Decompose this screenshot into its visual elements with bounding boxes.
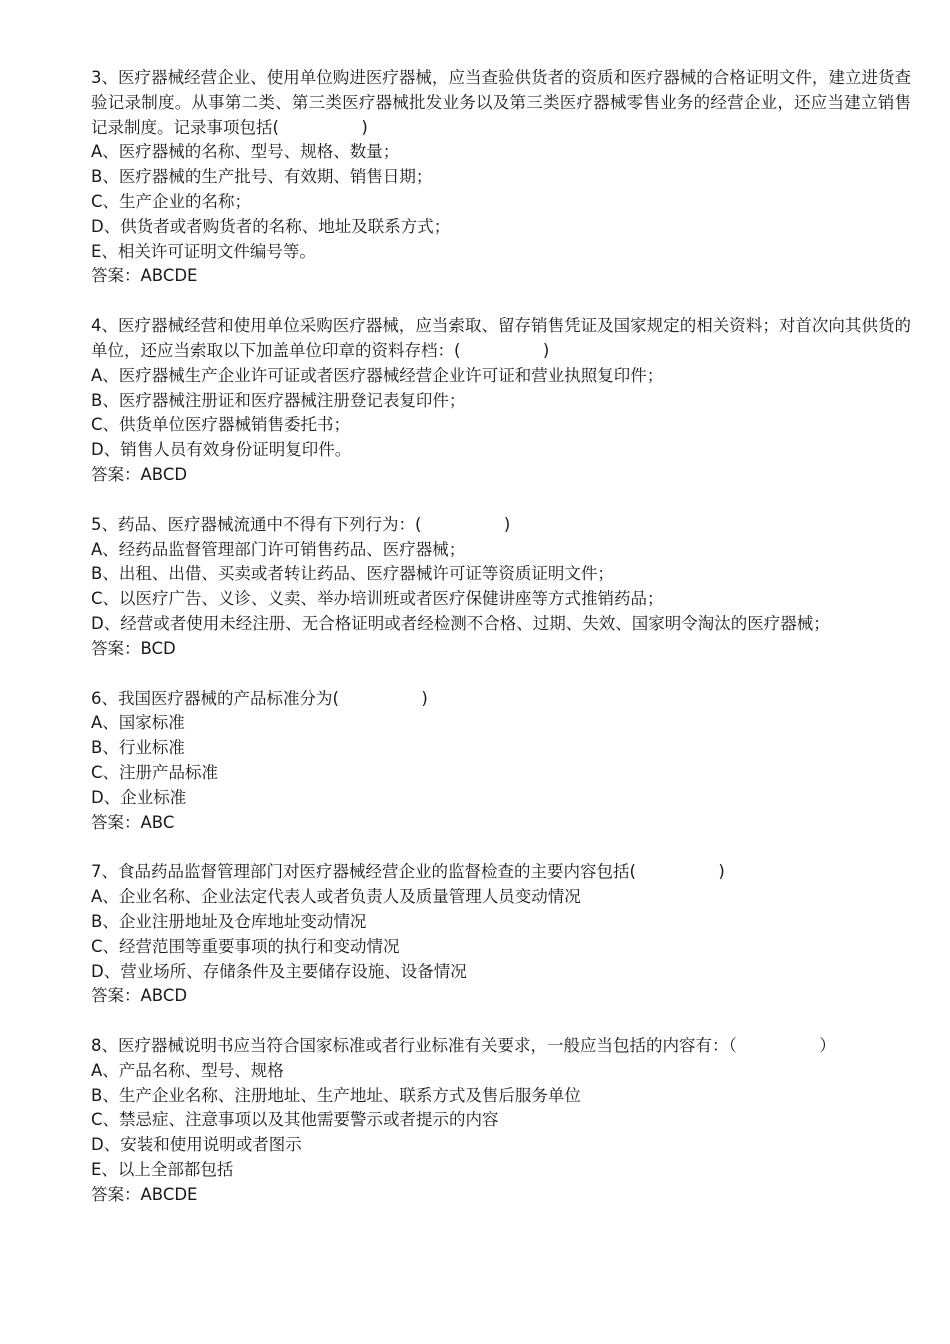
- question-7: [91, 860, 911, 1009]
- option-c: C、供货单位医疗器械销售委托书；: [91, 415, 351, 435]
- answer-text: 答案：BCD: [91, 638, 176, 658]
- answer-text: 答案：ABCD: [91, 986, 188, 1006]
- option-b: B、医疗器械注册证和医疗器械注册登记表复印件；: [91, 390, 466, 410]
- question-stem: 3、医疗器械经营企业、使用单位购进医疗器械，应当查验供货者的资质和医疗器械的合格证明文件，建立进货查验记录制度。从事第二类、第三类医疗器械批发业务以及第三类医疗器械零售业务的经营企业，还应当建立销售记录制度。记录事项包括( ): [91, 68, 911, 137]
- question-5: [91, 513, 911, 662]
- option-d: D、供货者或者购货者的名称、地址及联系方式；: [91, 216, 451, 236]
- answer-text: 答案：ABC: [91, 812, 175, 832]
- option-b: B、行业标准: [91, 738, 185, 758]
- option-c: C、以医疗广告、义诊、义卖、举办培训班或者医疗保健讲座等方式推销药品；: [91, 589, 664, 609]
- option-c: C、注册产品标准: [91, 762, 219, 782]
- option-c: C、经营范围等重要事项的执行和变动情况: [91, 936, 400, 956]
- option-b: B、医疗器械的生产批号、有效期、销售日期；: [91, 167, 433, 187]
- question-8: [91, 1034, 911, 1208]
- document-page: [91, 66, 911, 1233]
- question-4: [91, 314, 911, 488]
- option-e: E、相关许可证明文件编号等。: [91, 241, 316, 261]
- option-a: A、企业名称、企业法定代表人或者负责人及质量管理人员变动情况: [91, 887, 581, 907]
- option-a: A、医疗器械生产企业许可证或者医疗器械经营企业许可证和营业执照复印件；: [91, 365, 664, 385]
- question-stem: 8、医疗器械说明书应当符合国家标准或者行业标准有关要求，一般应当包括的内容有：（ ）: [91, 1036, 836, 1056]
- question-stem: 4、医疗器械经营和使用单位采购医疗器械，应当索取、留存销售凭证及国家规定的相关资料；对首次向其供货的单位，还应当索取以下加盖单位印章的资料存档：( ): [91, 316, 911, 360]
- answer-text: 答案：ABCDE: [91, 1184, 198, 1204]
- option-c: C、生产企业的名称；: [91, 191, 252, 211]
- option-d: D、营业场所、存储条件及主要储存设施、设备情况: [91, 961, 467, 981]
- option-d: D、安装和使用说明或者图示: [91, 1135, 302, 1155]
- answer-text: 答案：ABCDE: [91, 266, 198, 286]
- question-stem: 7、食品药品监督管理部门对医疗器械经营企业的监督检查的主要内容包括( ): [91, 862, 725, 882]
- option-a: A、经药品监督管理部门许可销售药品、医疗器械；: [91, 539, 466, 559]
- question-stem: 5、药品、医疗器械流通中不得有下列行为：( ): [91, 514, 511, 534]
- question-3: [91, 66, 911, 289]
- option-a: A、医疗器械的名称、型号、规格、数量；: [91, 142, 400, 162]
- question-6: [91, 687, 911, 836]
- option-a: A、国家标准: [91, 713, 185, 733]
- option-d: D、经营或者使用未经注册、无合格证明或者经检测不合格、过期、失效、国家明令淘汰的医疗器械；: [91, 613, 830, 633]
- option-b: B、出租、出借、买卖或者转让药品、医疗器械许可证等资质证明文件；: [91, 564, 614, 584]
- option-c: C、禁忌症、注意事项以及其他需要警示或者提示的内容: [91, 1110, 499, 1130]
- question-stem: 6、我国医疗器械的产品标准分为( ): [91, 688, 428, 708]
- option-d: D、企业标准: [91, 787, 187, 807]
- option-b: B、生产企业名称、注册地址、生产地址、联系方式及售后服务单位: [91, 1085, 581, 1105]
- option-a: A、产品名称、型号、规格: [91, 1060, 284, 1080]
- option-b: B、企业注册地址及仓库地址变动情况: [91, 911, 367, 931]
- option-e: E、以上全部都包括: [91, 1160, 234, 1180]
- option-d: D、销售人员有效身份证明复印件。: [91, 440, 352, 460]
- answer-text: 答案：ABCD: [91, 464, 188, 484]
